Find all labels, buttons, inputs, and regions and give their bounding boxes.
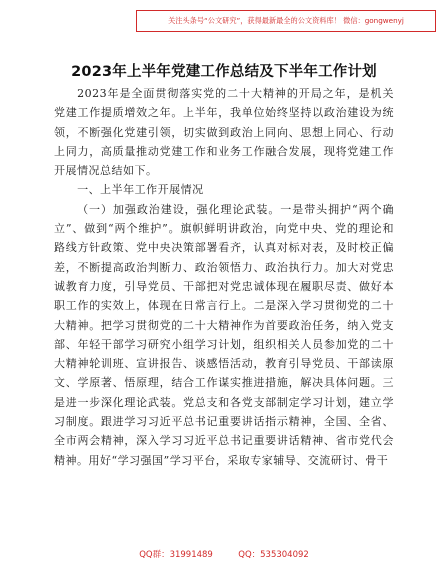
footer-qq-group: QQ群：31991489 [139, 550, 213, 560]
section-paragraph: （一）加强政治建设，强化理论武装。一是带头拥护“两个确立”、做到“两个维护”。旗帜鲜明讲政治，向党中央、党的理论和路线方针政策、党中央决策部署看齐，认真对标对表，及时校正偏差，不断提高政治判断力、政治领悟力、政治执行力。加大对党忠诚教育力度，引导党员、干部把对党忠诚体现在履职尽责、做好本职工作的实效上，体现在日常言行上。二是深入学习贯彻党的二十大精神。把学习贯彻党的二十大精神作为首要政治任务，纳入党支部、年轻干部学习研究小组学习计划，组织相关人员参加党的二十大精神轮训班、宣讲报告、谈感悟活动，教育引导党员、干部读原文、学原著、悟原理，结合工作谋实推进措施，解决具体问题。三是进一步深化理论武装。党总支和各党支部制定学习计划，建立学习制度。跟进学习习近平总书记重要讲话指示精神，全国、全省、全市两会精神，深入学习习近平总书记重要讲话精神、省市党代会精神。用好“学习强国”学习平台，采取专家辅导、交流研讨、骨干 [54, 202, 394, 467]
header-banner: 关注头条号“公文研究”，获得最新最全的公文资料库！ 微信：gongwenyj [136, 10, 436, 32]
footer-qq: QQ：535304092 [238, 550, 309, 560]
intro-paragraph: 2023年是全面贯彻落实党的二十大精神的开局之年，是机关党建工作提质增效之年。上半年，我单位始终坚持以政治建设为统领，不断强化党建引领，切实做到政治上同向、思想上同心、行动上同力，高质量推动党建工作和业务工作融合发展，现将党建工作开展情况总结如下。 [54, 87, 394, 178]
footer-contact [0, 548, 448, 560]
document-title: 2023年上半年党建工作总结及下半年工作计划 [71, 64, 377, 80]
section-heading: 一、上半年工作开展情况 [77, 183, 204, 197]
document-body [54, 84, 394, 470]
